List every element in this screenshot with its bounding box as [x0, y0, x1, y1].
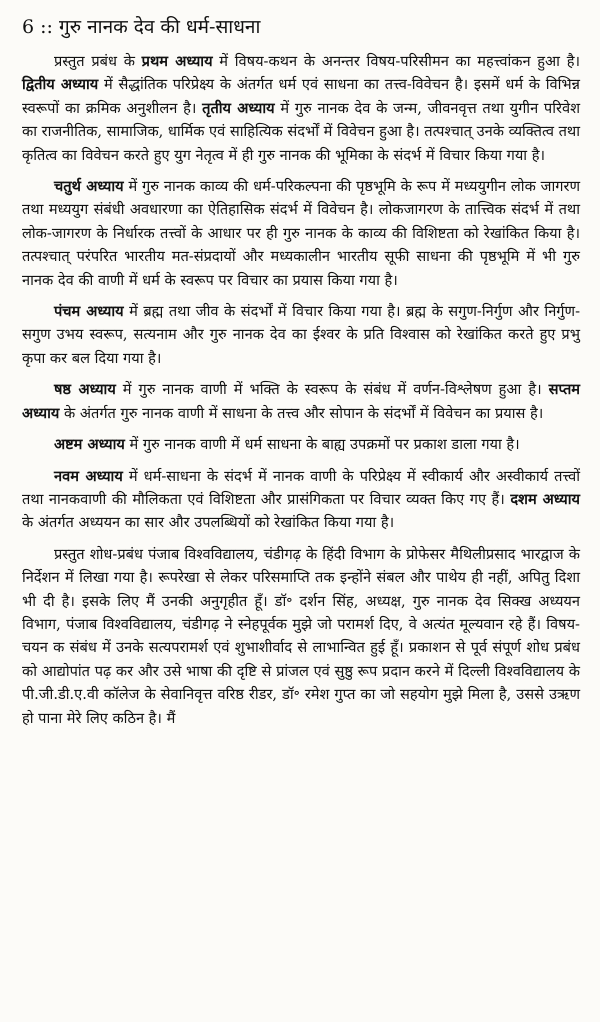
paragraph-text: के अंतर्गत गुरु नानक वाणी में साधना के तत्त्व और सोपान के संदर्भों में विवेचन का प्रयास है। [59, 404, 544, 422]
chapter-heading: षष्ठ अध्याय [54, 381, 116, 399]
paragraph-4 [22, 378, 580, 425]
chapter-heading: अष्टम अध्याय [54, 436, 125, 454]
paragraph-3 [22, 300, 580, 370]
paragraph-text: प्रस्तुत शोध-प्रबंध पंजाब विश्वविद्यालय, चंडीगढ़ के हिंदी विभाग के प्रोफेसर मैथिलीप्रसाद भारद्वाज के निर्देशन में लिखा गया है। रूपरेखा से लेकर परिसमाप्ति तक इन्होंने संबल और पाथेय ही नहीं, अपितु दिशा भी दी है। इसके लिए मैं उनकी अनुगृहीत हूँ। डॉ॰ दर्शन सिंह, अध्यक्ष, गुरु नानक देव सिक्ख अध्ययन विभाग, पंजाब विश्वविद्यालय, चंडीगढ़ ने स्नेहपूर्वक मुझे जो परामर्श दिए, वे अत्यंत मूल्यवान रहे हैं। विषय-चयन क संबंध में उनके सत्यपरामर्श एवं शुभाशीर्वाद से लाभान्वित हुई हूँ। प्रकाशन से पूर्व संपूर्ण शोध प्रबंध को आद्योपांत पढ़ कर और उसे भाषा की दृष्टि से प्रांजल एवं सुष्ठु रूप प्रदान करने में दिल्ली विश्वविद्यालय के पी.जी.डी.ए.वी कॉलेज के सेवानिवृत्त वरिष्ठ रीडर, डॉ॰ रमेश गुप्त का जो सहयोग मुझे मिला है, उससे उऋण हो पाना मेरे लिए कठिन है। मैं [22, 545, 580, 727]
chapter-heading: प्रथम अध्याय [141, 53, 213, 70]
paragraph-text: प्रस्तुत प्रबंध के [54, 53, 142, 70]
page-number: 6 [22, 16, 35, 38]
page-header [22, 14, 580, 40]
paragraph-6 [22, 465, 580, 535]
paragraph-text: में धर्म-साधना के संदर्भ में नानक वाणी के परिप्रेक्ष्य में स्वीकार्य और अस्वीकार्य तत्त्वों तथा नानकवाणी की मौलिकता एवं विशिष्टता और प्रासंगिकता पर विचार व्यक्त किए गए हैं। [22, 467, 580, 508]
paragraph-text: में ब्रह्म तथा जीव के संदर्भों में विचार किया गया है। ब्रह्म के सगुण-निर्गुण और निर्गुण-सगुण उभय स्वरूप, सत्यनाम और गुरु नानक देव का ईश्वर के प्रति विश्वास को रेखांकित करते हुए प्रभु कृपा कर बल दिया गया है। [22, 303, 581, 367]
chapter-heading: दशम अध्याय [510, 490, 581, 508]
chapter-heading: द्वितीय अध्याय [22, 76, 99, 94]
paragraph-text: में गुरु नानक देव के जन्म, जीवनवृत्त तथा युगीन परिवेश का राजनीतिक, सामाजिक, धार्मिक एवं साहित्यिक संदर्भों में विवेचन हुआ है। तत्पश्चात् उनके व्यक्तित्व तथा कृतित्व का विवेचन करते हुए युग नेतृत्व में ही गुरु नानक की भूमिका के संदर्भ में विचार किया गया है। [22, 99, 581, 164]
paragraph-5 [22, 433, 580, 456]
chapter-heading: तृतीय अध्याय [202, 99, 275, 117]
paragraph-2 [22, 175, 580, 292]
chapter-heading: चतुर्थ अध्याय [54, 178, 124, 196]
header-separator: :: [40, 16, 53, 38]
paragraph-text: में गुरु नानक काव्य की धर्म-परिकल्पना की पृष्ठभूमि के रूप में मध्ययुगीन लोक जागरण तथा मध्ययुग संबंधी अवधारणा का ऐतिहासिक संदर्भ में विवेचन है। लोकजागरण के तात्त्विक संदर्भ में तथा लोक-जागरण के निर्धारक तत्त्वों के आधार पर ही गुरु नानक के काव्य की विशिष्टता को रेखांकित किया है। तत्पश्चात् परंपरित भारतीय मत-संप्रदायों और मध्यकालीन भारतीय सूफी साधना की पृष्ठभूमि में भी गुरु नानक देव की वाणी में धर्म के स्वरूप पर विचार का प्रयास किया गया है। [22, 178, 580, 289]
paragraph-text: में सैद्धांतिक परिप्रेक्ष्य के अंतर्गत धर्म एवं साधना का तत्त्व-विवेचन है। इसमें धर्म के विभिन्न स्वरूपों का क्रमिक अनुशीलन है। [22, 76, 580, 117]
running-title: गुरु नानक देव की धर्म-साधना [59, 16, 261, 38]
chapter-heading: नवम अध्याय [54, 467, 123, 485]
paragraph-text: में विषय-कथन के अनन्तर विषय-परिसीमन का महत्त्वांकन हुआ है। [212, 53, 580, 70]
chapter-heading: पंचम अध्याय [54, 303, 124, 321]
paragraph-text: के अंतर्गत अध्ययन का सार और उपलब्धियों को रेखांकित किया गया है। [22, 514, 395, 532]
paragraph-1 [22, 50, 580, 167]
paragraph-7 [22, 543, 580, 730]
chapter-heading: सप्तम अध्याय [22, 381, 580, 422]
paragraph-text: में गुरु नानक वाणी में धर्म साधना के बाह्य उपक्रमों पर प्रकाश डाला गया है। [124, 436, 520, 454]
paragraph-text: में गुरु नानक वाणी में भक्ति के स्वरूप के संबंध में वर्णन-विश्लेषण हुआ है। [115, 381, 549, 399]
